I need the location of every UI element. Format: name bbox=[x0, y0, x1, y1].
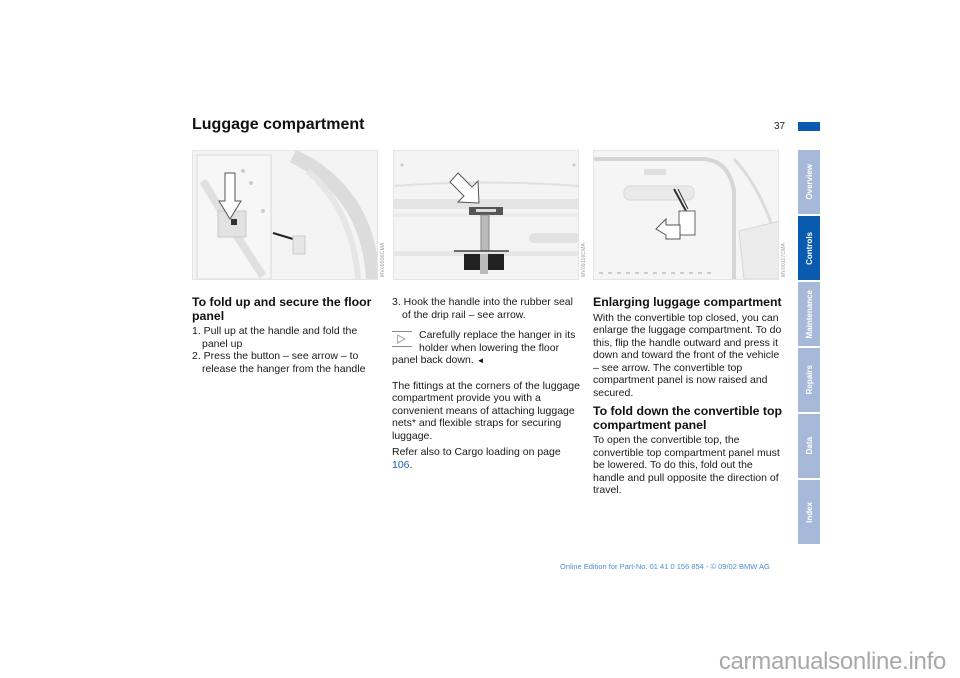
section-tabs bbox=[798, 150, 820, 546]
section-heading: Enlarging luggage compartment bbox=[593, 295, 782, 309]
step-item: 1. Pull up at the handle and fold the panel up bbox=[192, 325, 358, 350]
page-link[interactable]: 106 bbox=[392, 458, 410, 471]
section-heading: To fold up and secure the floor panel bbox=[192, 295, 372, 323]
figure-code: MV00117CMA bbox=[781, 242, 787, 277]
edition-footer: Online Edition for Part-No. 01 41 0 156 854 - © 09/02 BMW AG bbox=[560, 562, 770, 571]
tab-index[interactable] bbox=[798, 480, 820, 544]
column-floor-panel bbox=[192, 296, 380, 375]
tab-maintenance[interactable] bbox=[798, 282, 820, 346]
tab-label: Index bbox=[804, 501, 814, 523]
step-item: 3. Hook the handle into the rubber seal of the drip rail – see arrow. bbox=[392, 296, 573, 321]
tab-label: Maintenance bbox=[804, 289, 814, 339]
figure-handle-drip-rail bbox=[393, 150, 579, 280]
section-heading: To fold down the convertible top compartment panel bbox=[593, 404, 782, 432]
figure-code: MV09116CMA bbox=[581, 242, 587, 277]
steps-list bbox=[192, 325, 380, 375]
page-number: 37 bbox=[774, 121, 786, 132]
note-text: Carefully replace the hanger in its holder when lowering the floor panel back down. bbox=[392, 329, 576, 366]
paragraph: To open the convertible top, the convertible top compartment panel must be lowered. To do this, fold out the handle and pull opposite the direction of travel. bbox=[593, 434, 780, 496]
column-enlarging bbox=[593, 296, 785, 501]
refer-paragraph bbox=[392, 446, 584, 471]
tab-label: Controls bbox=[804, 231, 814, 265]
figure-floor-panel-button bbox=[192, 150, 378, 280]
figure-convertible-panel-handle bbox=[593, 150, 779, 280]
tab-data[interactable] bbox=[798, 414, 820, 478]
page-title: Luggage compartment bbox=[192, 116, 365, 133]
watermark: carmanualsonline.info bbox=[718, 648, 946, 675]
tab-repairs[interactable] bbox=[798, 348, 820, 412]
figure-code: MV09996CMA bbox=[380, 242, 386, 277]
end-mark-icon: ◄ bbox=[476, 356, 485, 365]
tab-label: Overview bbox=[804, 164, 814, 200]
column-drip-rail bbox=[392, 296, 584, 475]
step-item: 2. Press the button – see arrow – to release the hanger from the handle bbox=[192, 350, 366, 375]
page-accent-bar bbox=[798, 122, 820, 131]
refer-end: . bbox=[409, 458, 413, 471]
note-triangle-icon bbox=[392, 331, 412, 347]
refer-text: Refer also to Cargo loading on page bbox=[392, 446, 561, 458]
note-block bbox=[392, 329, 584, 368]
tab-label: Repairs bbox=[804, 365, 814, 395]
paragraph: The fittings at the corners of the luggage compartment provide you with a convenient means of attaching luggage nets* and flexible straps for securing luggage. bbox=[392, 379, 580, 442]
tab-overview[interactable] bbox=[798, 150, 820, 214]
tab-label: Data bbox=[804, 437, 814, 455]
paragraph: With the convertible top closed, you can enlarge the luggage compartment. To do this, flip the handle outward and press it down and toward the front of the vehicle – see arrow. The convertible top compartment panel is now raised and secured. bbox=[593, 311, 782, 399]
tab-controls[interactable] bbox=[798, 216, 820, 280]
steps-list bbox=[392, 296, 584, 321]
